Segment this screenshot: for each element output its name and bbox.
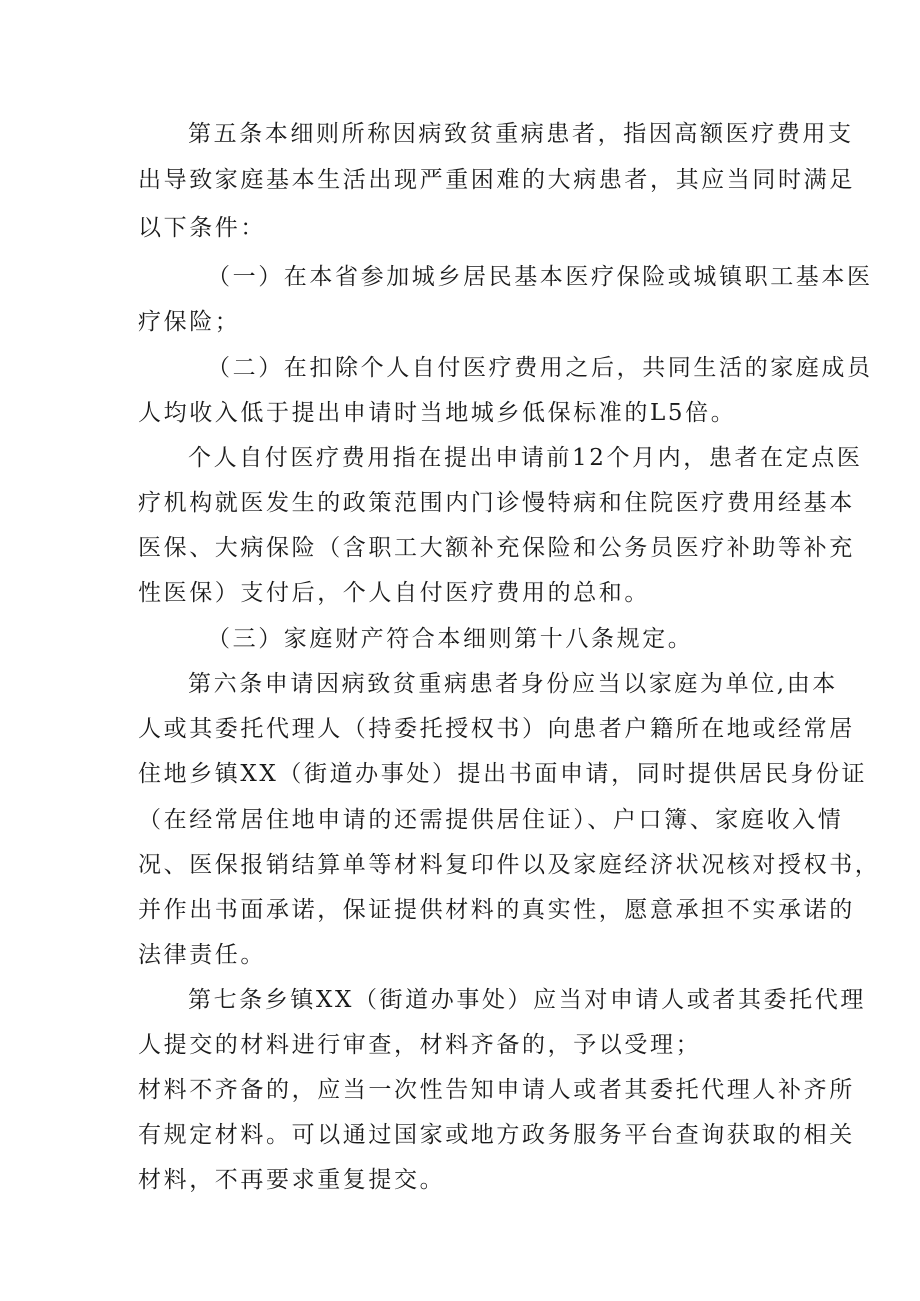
text-line: 医保、大病保险（含职工大额补充保险和公务员医疗补助等补充 [138, 535, 855, 561]
text-line: 第五条本细则所称因病致贫重病患者，指因高额医疗费用支 [188, 121, 854, 147]
text-line: 疗机构就医发生的政策范围内门诊慢特病和住院医疗费用经基本 [138, 490, 855, 516]
text-line: 有规定材料。可以通过国家或地方政务服务平台查询获取的相关 [138, 1122, 855, 1148]
text-line: 并作出书面承诺，保证提供材料的真实性，愿意承担不实承诺的 [138, 897, 855, 923]
text-line: 疗保险； [138, 309, 241, 335]
text-line: 性医保）支付后，个人自付医疗费用的总和。 [138, 580, 650, 606]
text-line: 第六条申请因病致贫重病患者身份应当以家庭为单位,由本 [188, 671, 838, 697]
text-line: 人均收入低于提出申请时当地城乡低保标准的L5倍。 [138, 400, 737, 426]
text-line: （一）在本省参加城乡居民基本医疗保险或城镇职工基本医 [207, 264, 873, 290]
text-line: （三）家庭财产符合本细则第十八条规定。 [207, 626, 694, 652]
text-line: 出导致家庭基本生活出现严重困难的大病患者，其应当同时满足 [138, 167, 855, 193]
text-line: 况、医保报销结算单等材料复印件以及家庭经济状况核对授权书， [138, 852, 881, 878]
text-line: 材料不齐备的，应当一次性告知申请人或者其委托代理人补齐所 [138, 1077, 855, 1103]
text-line: 法律责任。 [138, 942, 266, 968]
text-line: 人或其委托代理人（持委托授权书）向患者户籍所在地或经常居 [138, 716, 855, 742]
text-line: 住地乡镇XX（街道办事处）提出书面申请，同时提供居民身份证 [138, 761, 868, 787]
text-line: 个人自付医疗费用指在提出申请前12个月内，患者在定点医 [188, 445, 863, 471]
text-line: 第七条乡镇XX（街道办事处）应当对申请人或者其委托代理 [188, 987, 866, 1013]
text-line: 材料，不再要求重复提交。 [138, 1167, 446, 1193]
text-line: （在经常居住地申请的还需提供居住证）、户口簿、家庭收入情 [138, 807, 844, 833]
text-line: 人提交的材料进行审查，材料齐备的，予以受理； [138, 1032, 702, 1058]
text-line: 以下条件： [138, 215, 266, 241]
text-line: （二）在扣除个人自付医疗费用之后，共同生活的家庭成员 [207, 355, 873, 381]
